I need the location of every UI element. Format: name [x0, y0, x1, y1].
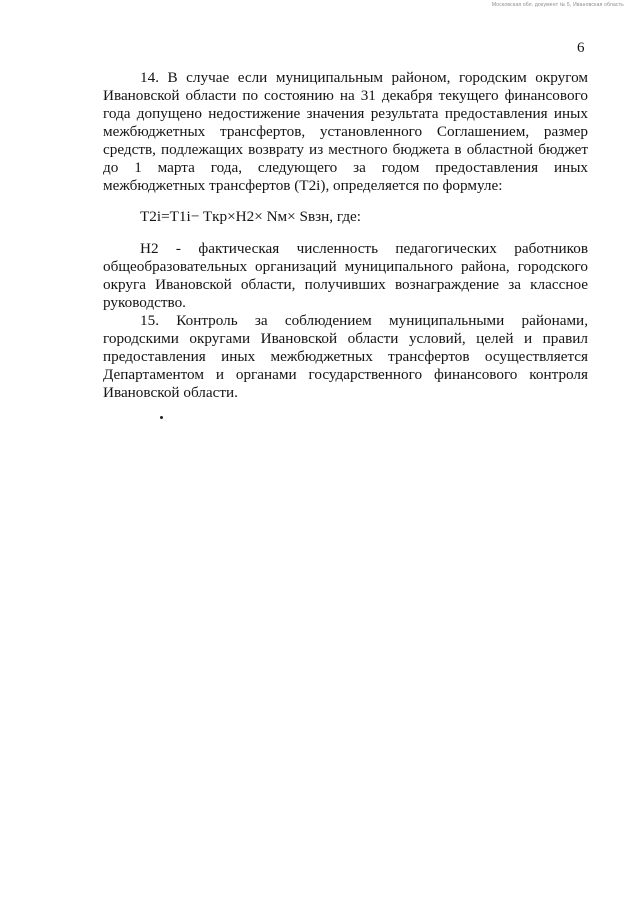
definition-line-1: H2 - фактическая численность педагогических работников — [140, 240, 588, 257]
paragraph-14-line-5: средств, подлежащих возврату из местного бюджета в областной бюджет — [103, 141, 588, 158]
paragraph-14-line-1: 14. В случае если муниципальным районом, городским округом — [140, 69, 588, 86]
paragraph-15-line-1: 15. Контроль за соблюдением муниципальными районами, — [140, 312, 588, 329]
paragraph-14-line-4: межбюджетных трансфертов, установленного Соглашением, размер — [103, 123, 588, 140]
paragraph-14-line-2: Ивановской области по состоянию на 31 декабря текущего финансового — [103, 87, 588, 104]
definition-line-2: общеобразовательных организаций муниципального района, городского — [103, 258, 588, 275]
paragraph-15-line-3: предоставления иных межбюджетных трансфертов осуществляется — [103, 348, 588, 365]
page-number: 6 — [577, 40, 585, 56]
paragraph-15-line-2: городскими округами Ивановской области условий, целей и правил — [103, 330, 588, 347]
definition-line-3: округа Ивановской области, получивших вознаграждение за классное — [103, 276, 588, 293]
definition-line-4: руководство. — [103, 294, 186, 311]
paragraph-14-line-6: до 1 марта года, следующего за годом предоставления иных — [103, 159, 588, 176]
paragraph-14-line-7: межбюджетных трансфертов (T2i), определяется по формуле: — [103, 177, 503, 194]
paragraph-15-line-4: Департаментом и органами государственного финансового контроля — [103, 366, 588, 383]
paragraph-15-line-5: Ивановской области. — [103, 384, 238, 401]
formula: T2i=T1i− Tкр×H2× Nм× Sвзн, где: — [140, 208, 362, 225]
scan-dot-mark — [160, 416, 163, 419]
paragraph-14-line-3: года допущено недостижение значения результата предоставления иных — [103, 105, 588, 122]
scan-header-text: Московская обл. документ № 5, Ивановская область — [491, 2, 624, 8]
